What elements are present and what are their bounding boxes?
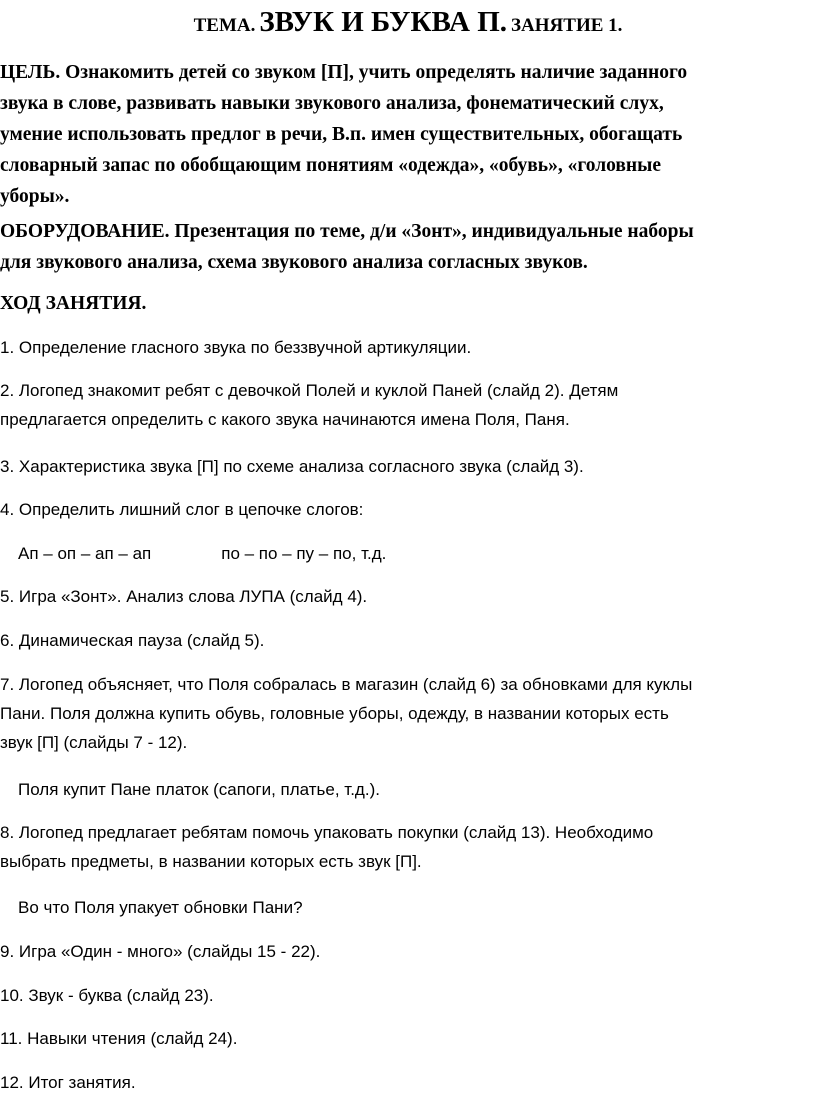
step-1 xyxy=(0,333,810,362)
step-9 xyxy=(0,937,810,966)
question-text: Во что Поля упакует обновки Пани? xyxy=(18,898,303,917)
syllable-chain-2: по – по – пу – по, т.д. xyxy=(221,544,387,563)
step-text: Пани. Поля должна купить обувь, головные уборы, одежду, в названии которых есть xyxy=(0,704,669,723)
step-11 xyxy=(0,1024,810,1053)
step-text: выбрать предметы, в названии которых есть звук [П]. xyxy=(0,852,422,871)
example-text: Поля купит Пане платок (сапоги, платье, т.д.). xyxy=(18,780,380,799)
step-3 xyxy=(0,452,810,481)
equipment-line: для звукового анализа, схема звукового анализа согласных звуков. xyxy=(0,252,588,273)
title-suffix: ЗАНЯТИЕ 1. xyxy=(511,15,623,36)
equipment-line: ОБОРУДОВАНИЕ. Презентация по теме, д/и «Зонт», индивидуальные наборы xyxy=(0,221,694,242)
title-main: ЗВУК И БУКВА П. xyxy=(259,6,508,38)
step-text: 2. Логопед знакомит ребят с девочкой Полей и куклой Паней (слайд 2). Детям xyxy=(0,381,619,400)
step-8-question xyxy=(0,893,816,922)
step-text: 11. Навыки чтения (слайд 24). xyxy=(0,1029,238,1048)
goal-line: словарный запас по обобщающим понятиям «одежда», «обувь», «головные xyxy=(0,155,662,176)
step-text: 3. Характеристика звука [П] по схеме анализа согласного звука (слайд 3). xyxy=(0,457,584,476)
step-text: 12. Итог занятия. xyxy=(0,1073,136,1092)
course-heading: ХОД ЗАНЯТИЯ. xyxy=(0,293,147,314)
step-8 xyxy=(0,818,810,876)
goal-line: звука в слове, развивать навыки звукового анализа, фонематический слух, xyxy=(0,93,664,114)
syllable-chains xyxy=(0,539,816,568)
syllable-chain-1: Ап – оп – ап – ап xyxy=(18,544,152,563)
step-text: 6. Динамическая пауза (слайд 5). xyxy=(0,631,265,650)
goal-line: уборы». xyxy=(0,186,70,207)
step-text: звук [П] (слайды 7 - 12). xyxy=(0,733,188,752)
step-7-example xyxy=(0,775,816,804)
step-text: 5. Игра «Зонт». Анализ слова ЛУПА (слайд 4). xyxy=(0,587,368,606)
equipment-paragraph xyxy=(0,216,806,278)
page-title xyxy=(0,6,816,39)
step-text: 4. Определить лишний слог в цепочке слогов: xyxy=(0,500,364,519)
title-prefix: ТЕМА. xyxy=(193,15,256,36)
step-7 xyxy=(0,670,810,757)
step-text: 9. Игра «Один - много» (слайды 15 - 22). xyxy=(0,942,321,961)
step-text: 8. Логопед предлагает ребятам помочь упаковать покупки (слайд 13). Необходимо xyxy=(0,823,654,842)
step-2 xyxy=(0,376,810,434)
step-text: 7. Логопед объясняет, что Поля собралась в магазин (слайд 6) за обновками для куклы xyxy=(0,675,693,694)
step-12 xyxy=(0,1068,810,1097)
goal-paragraph xyxy=(0,57,806,212)
syllable-chain-row xyxy=(18,539,816,568)
step-text: 10. Звук - буква (слайд 23). xyxy=(0,986,214,1005)
step-10 xyxy=(0,981,810,1010)
goal-line: ЦЕЛЬ. Ознакомить детей со звуком [П], учить определять наличие заданного xyxy=(0,62,688,83)
step-6 xyxy=(0,626,810,655)
step-text: предлагается определить с какого звука начинаются имена Поля, Паня. xyxy=(0,410,570,429)
step-text: 1. Определение гласного звука по беззвучной артикуляции. xyxy=(0,338,472,357)
step-4 xyxy=(0,495,810,524)
goal-line: умение использовать предлог в речи, В.п. имен существительных, обогащать xyxy=(0,124,683,145)
step-5 xyxy=(0,582,810,611)
